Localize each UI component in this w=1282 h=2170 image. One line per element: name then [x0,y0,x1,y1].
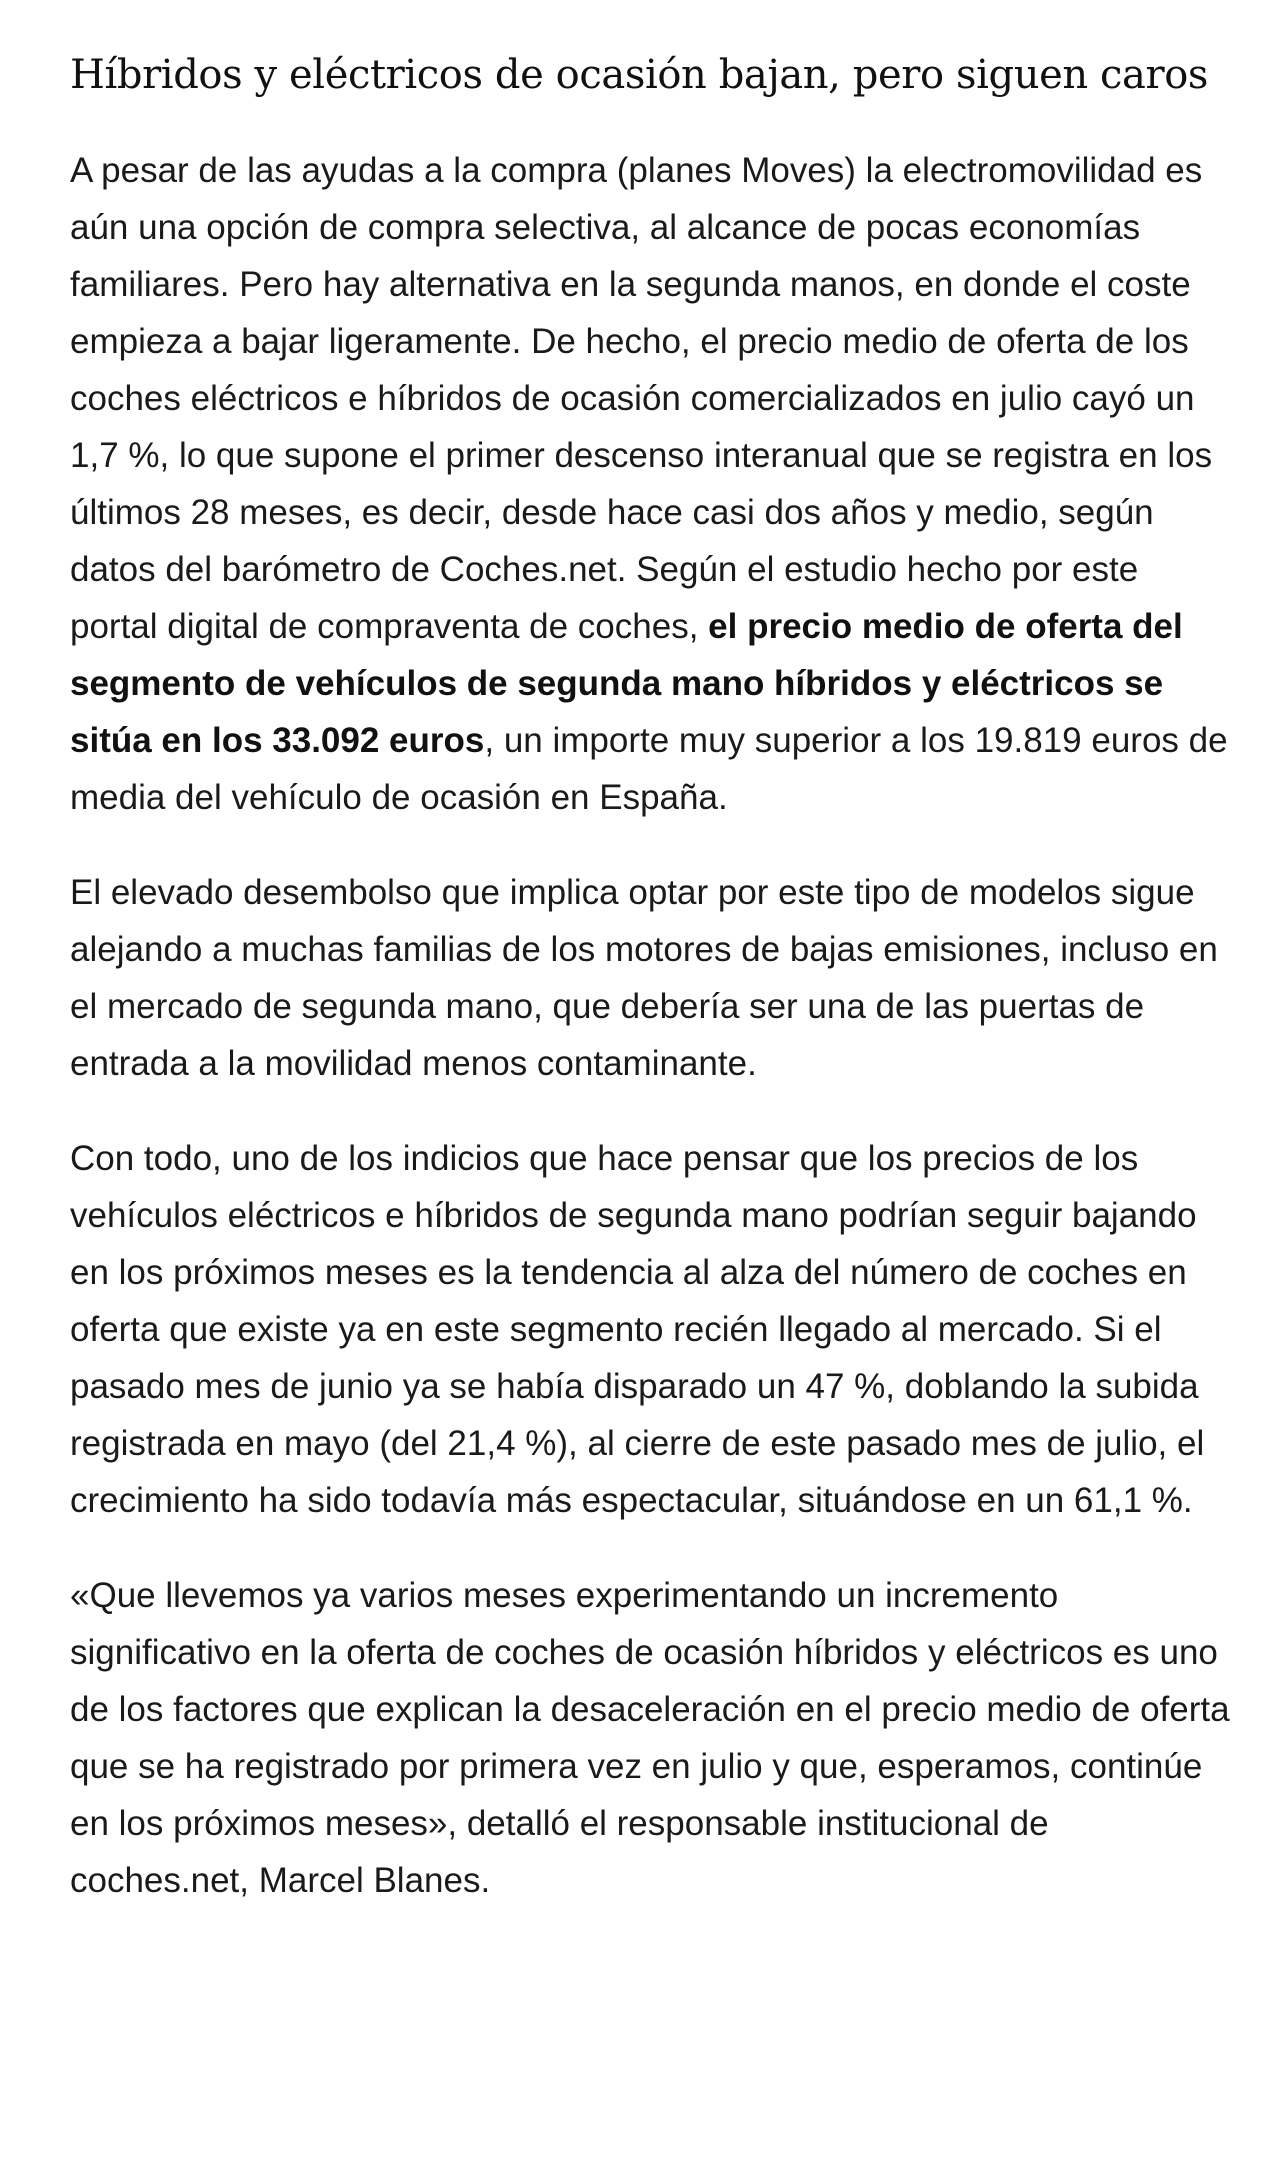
paragraph-1-text-after: , un importe muy superior a los 19.819 euros de media del vehículo de ocasión en España. [70,721,1228,817]
paragraph-1-bold-highlight: el precio medio de oferta del segmento de vehículos de segunda mano híbridos y eléctricos se sitúa en los 33.092 euros [70,607,1183,760]
article-paragraph-4: «Que llevemos ya varios meses experimentando un incremento significativo en la oferta de coches de ocasión híbridos y eléctricos es uno de los factores que explican la desaceleración en el precio medio de oferta que se ha registrado por primera vez en julio y que, esperamos, continúe en los próximos meses», detalló el responsable institucional de coches.net, Marcel Blanes. [70,1576,1230,1900]
article-paragraph-1 [70,142,1230,826]
article-headline: Híbridos y eléctricos de ocasión bajan, pero siguen caros [70,52,1209,98]
article [70,44,1230,1947]
article-paragraph-2: El elevado desembolso que implica optar por este tipo de modelos sigue alejando a muchas familias de los motores de bajas emisiones, incluso en el mercado de segunda mano, que debería ser una de las puertas de entrada a la movilidad menos contaminante. [70,873,1218,1083]
paragraph-1-text-before: A pesar de las ayudas a la compra (planes Moves) la electromovilidad es aún una opción de compra selectiva, al alcance de pocas economías familiares. Pero hay alternativa en la segunda manos, en donde el coste empieza a bajar ligeramente. De hecho, el precio medio de oferta de los coches eléctricos e híbridos de ocasión comercializados en julio cayó un 1,7 %, lo que supone el primer descenso interanual que se registra en los últimos 28 meses, es decir, desde hace casi dos años y medio, según datos del barómetro de Coches.net. Según el estudio hecho por este portal digital de compraventa de coches, [70,151,1213,646]
article-paragraph-3: Con todo, uno de los indicios que hace pensar que los precios de los vehículos eléctricos e híbridos de segunda mano podrían seguir bajando en los próximos meses es la tendencia al alza del número de coches en oferta que existe ya en este segmento recién llegado al mercado. Si el pasado mes de junio ya se había disparado un 47 %, doblando la subida registrada en mayo (del 21,4 %), al cierre de este pasado mes de julio, el crecimiento ha sido todavía más espectacular, situándose en un 61,1 %. [70,1139,1205,1520]
